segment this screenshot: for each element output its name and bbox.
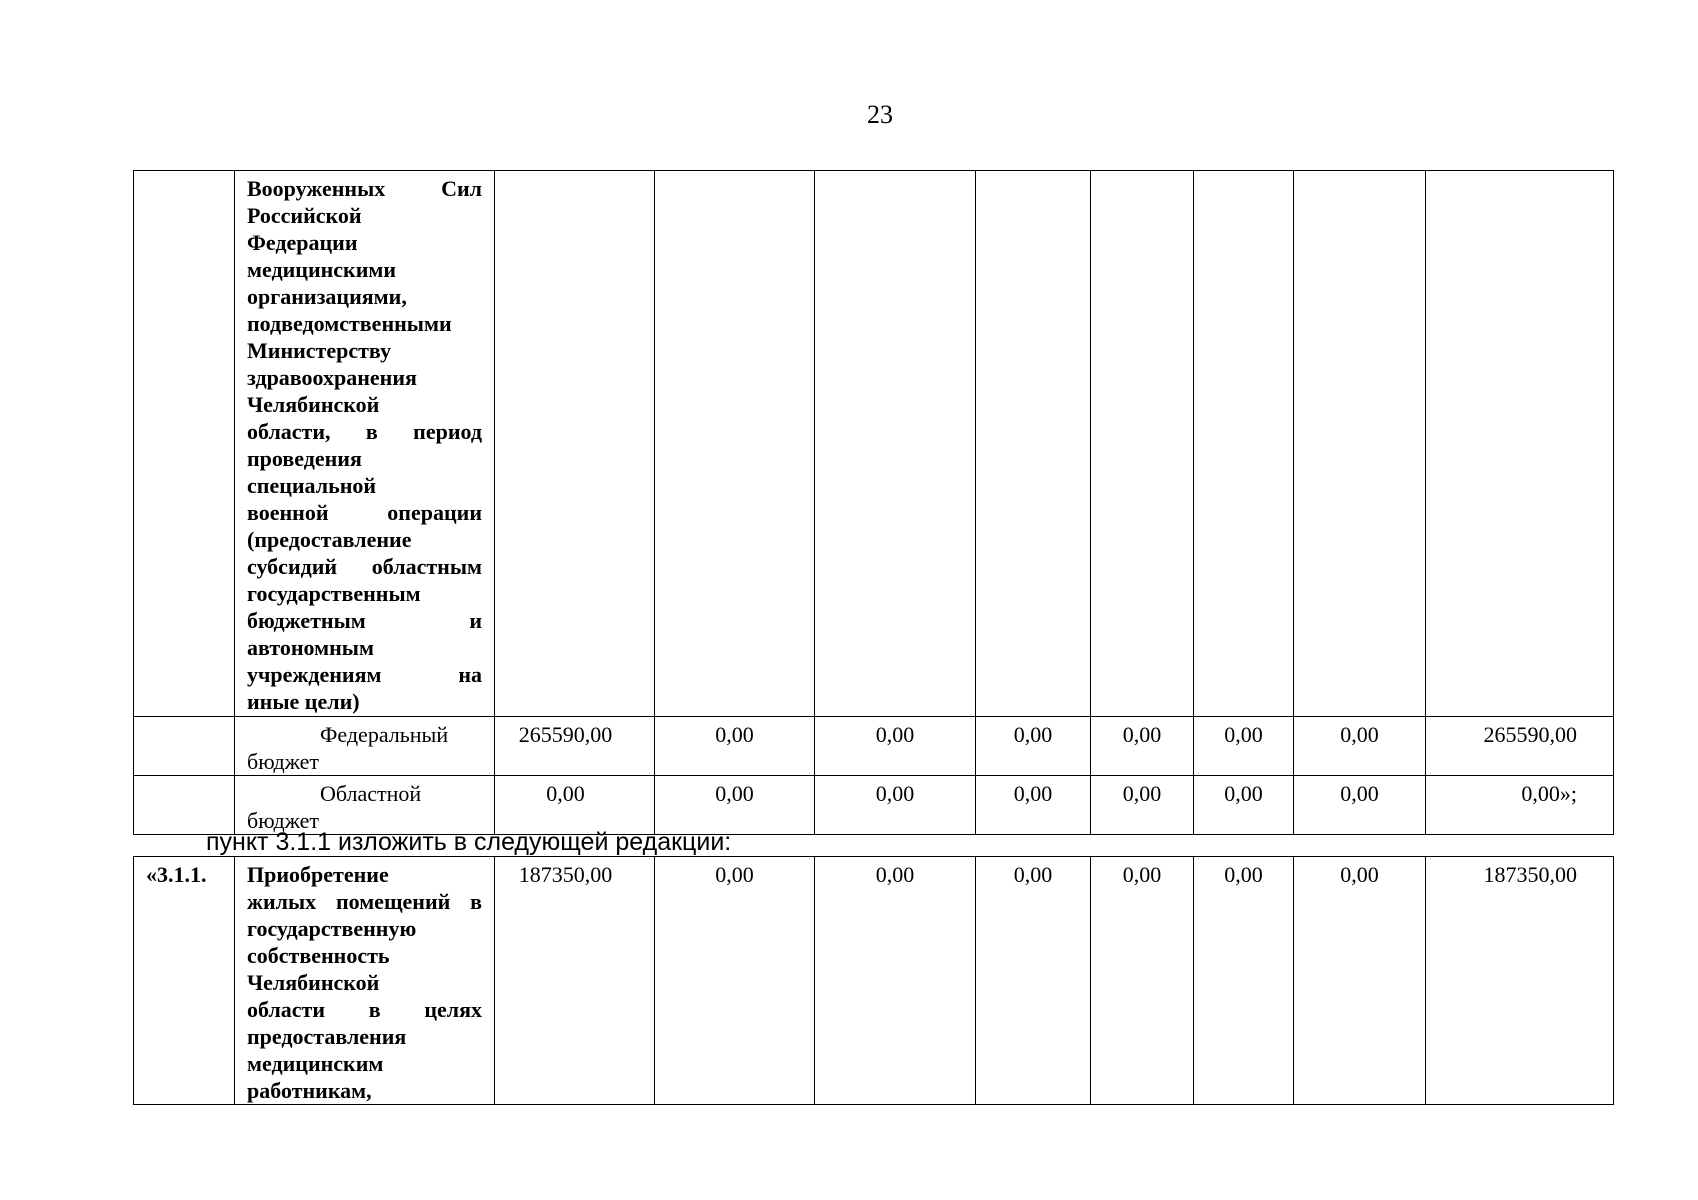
description-line: здравоохранения (247, 365, 417, 390)
total-cell: 187350,00 (1426, 857, 1614, 1105)
value-cell: 0,00 (976, 717, 1091, 776)
value-cell: 0,00 (655, 717, 815, 776)
description-line: жилых помещений в (247, 889, 482, 914)
description-line: специальной (247, 473, 377, 498)
description-line: Министерству (247, 338, 392, 363)
code-cell (134, 776, 235, 835)
regional-budget-row (134, 776, 1614, 835)
description-line: Челябинской (247, 392, 380, 417)
value-cell: 0,00 (1091, 717, 1194, 776)
description-line: бюджетным и (247, 608, 482, 633)
value-cell: 0,00 (976, 776, 1091, 835)
description-line: Приобретение (247, 862, 389, 887)
budget-label-line1: Областной (320, 781, 422, 806)
description-line: Федерации (247, 230, 358, 255)
description-line: собственность (247, 943, 390, 968)
description-line: субсидий областным (247, 554, 482, 579)
budget-table-new-item (133, 856, 1614, 1105)
value-cell: 0,00 (815, 717, 976, 776)
value-cell: 0,00 (1091, 857, 1194, 1105)
description-line: области в целях (247, 997, 482, 1022)
budget-label (235, 717, 495, 776)
value-cell: 0,00 (1294, 776, 1426, 835)
empty-cell (976, 171, 1091, 717)
empty-cell (1426, 171, 1614, 717)
empty-cell (655, 171, 815, 717)
description-line: государственным (247, 581, 421, 606)
measure-description (235, 171, 495, 717)
description-line: проведения (247, 446, 362, 471)
description-line: подведомственными (247, 311, 452, 336)
value-cell: 265590,00 (495, 717, 655, 776)
empty-cell (1194, 171, 1294, 717)
budget-label-line1: Федеральный (320, 722, 449, 747)
description-line: медицинскими (247, 257, 397, 282)
budget-label (235, 776, 495, 835)
page-number: 23 (867, 100, 893, 129)
empty-cell (1294, 171, 1426, 717)
description-line: области, в период (247, 419, 482, 444)
description-line: (предоставление (247, 527, 412, 552)
empty-cell (815, 171, 976, 717)
value-cell: 0,00 (1091, 776, 1194, 835)
description-line: военной операции (247, 500, 482, 525)
budget-label-line2: бюджет (247, 749, 319, 774)
empty-cell (495, 171, 655, 717)
empty-cell (1091, 171, 1194, 717)
description-row (134, 171, 1614, 717)
value-cell: 187350,00 (495, 857, 655, 1105)
budget-label-line2: бюджет (247, 808, 319, 833)
value-cell: 0,00 (815, 776, 976, 835)
value-cell: 0,00 (655, 776, 815, 835)
description-line: автономным (247, 635, 374, 660)
code-cell (134, 717, 235, 776)
description-line: организациями, (247, 284, 407, 309)
value-cell: 0,00 (1194, 776, 1294, 835)
description-line: Вооруженных Сил (247, 176, 482, 201)
description-line: Челябинской (247, 970, 380, 995)
value-cell: 0,00 (495, 776, 655, 835)
item-code: «3.1.1. (134, 857, 235, 1105)
description-line: государственную (247, 916, 417, 941)
value-cell: 0,00 (976, 857, 1091, 1105)
budget-table-continued (133, 170, 1614, 835)
item-row (134, 857, 1614, 1105)
total-cell: 0,00»; (1426, 776, 1614, 835)
description-line: медицинским (247, 1051, 384, 1076)
amendment-instruction: пункт 3.1.1 изложить в следующей редакции: (206, 828, 732, 856)
description-line: предоставления (247, 1024, 407, 1049)
code-cell (134, 171, 235, 717)
total-cell: 265590,00 (1426, 717, 1614, 776)
description-line: учреждениям на (247, 662, 482, 687)
value-cell: 0,00 (1294, 717, 1426, 776)
value-cell: 0,00 (815, 857, 976, 1105)
value-cell: 0,00 (1194, 717, 1294, 776)
description-line: Российской (247, 203, 362, 228)
description-line: иные цели) (247, 689, 360, 714)
value-cell: 0,00 (1294, 857, 1426, 1105)
value-cell: 0,00 (1194, 857, 1294, 1105)
federal-budget-row (134, 717, 1614, 776)
measure-description (235, 857, 495, 1105)
description-line: работникам, (247, 1078, 372, 1103)
value-cell: 0,00 (655, 857, 815, 1105)
